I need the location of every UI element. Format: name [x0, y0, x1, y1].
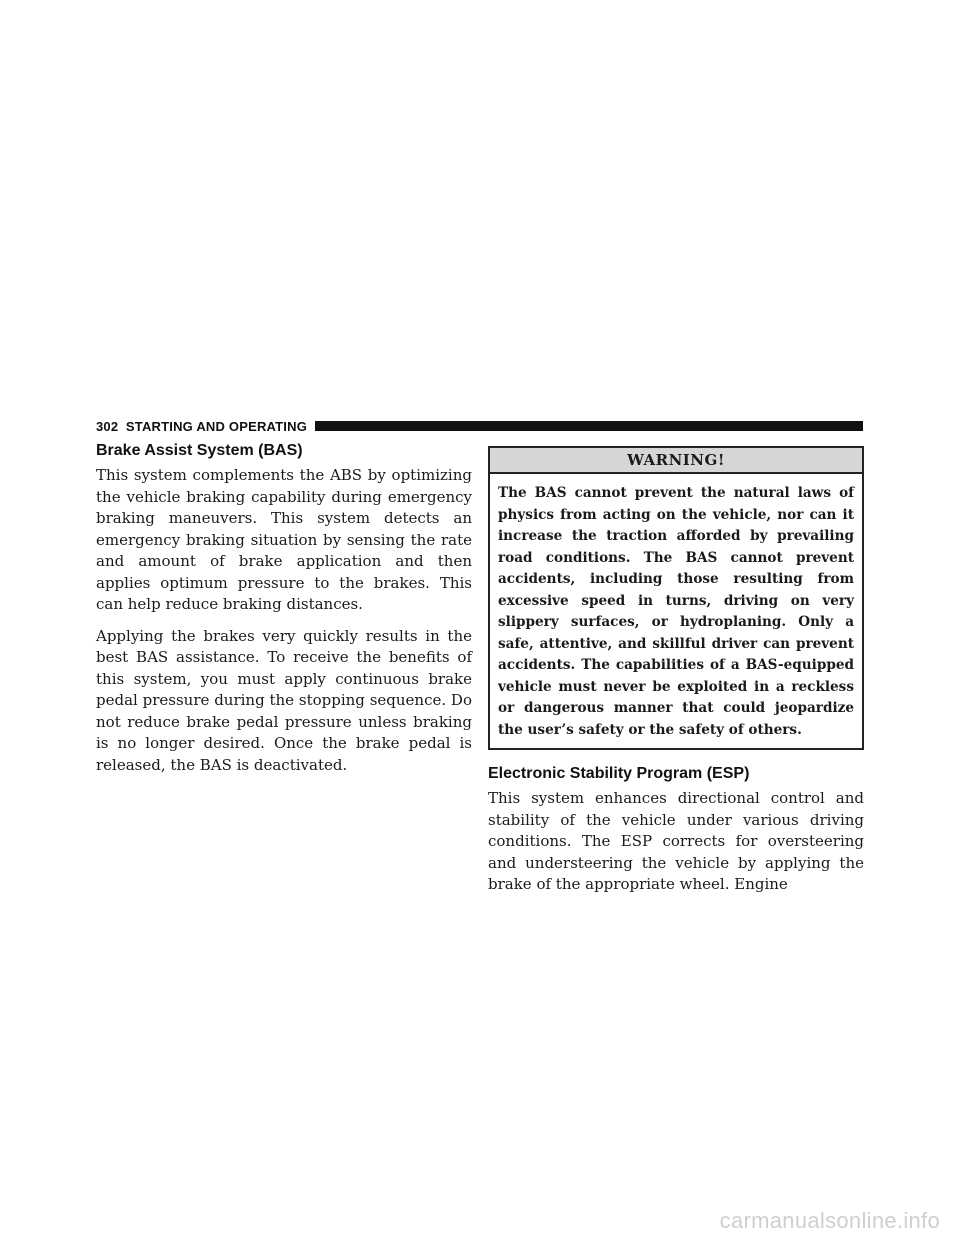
warning-box — [488, 446, 864, 750]
bas-heading: Brake Assist System (BAS) — [96, 442, 303, 459]
watermark-text: carmanualsonline.info — [719, 1208, 940, 1233]
bas-paragraph-1: This system complements the ABS by optimizing the vehicle braking capability during emergency braking maneuvers. This system detects an emergency braking situation by sensing the rate and amount of brake application and then applies optimum pressure to the brakes. This can help reduce braking distances. — [96, 466, 472, 613]
left-column — [96, 441, 472, 786]
bas-paragraph-2: Applying the brakes very quickly results in the best BAS assistance. To receive the benefits of this system, you must apply continuous brake pedal pressure during the stopping sequence. Do not reduce brake pedal pressure unless braking is no longer desired. Once the brake pedal is released, the BAS is deactivated. — [96, 626, 472, 774]
warning-title: WARNING! — [490, 448, 862, 474]
section-title: STARTING AND OPERATING — [125, 418, 308, 434]
page-number: 302 — [96, 418, 119, 434]
page-header — [96, 418, 863, 434]
page-header-label — [96, 419, 307, 434]
warning-body: The BAS cannot prevent the natural laws of physics from acting on the vehicle, nor can it increase the traction afforded by prevailing road conditions. The BAS cannot prevent accidents, including those resulting from excessive speed in turns, driving on very slippery surfaces, or hydroplaning. Only a safe, attentive, and skillful driver can prevent accidents. The capabilities of a BAS-equipped vehicle must never be exploited in a reckless or dangerous manner that could jeopardize the user’s safety or the safety of others. — [498, 485, 854, 738]
right-column — [488, 446, 864, 906]
esp-heading: Electronic Stability Program (ESP) — [488, 765, 750, 782]
header-rule — [315, 421, 863, 431]
esp-paragraph-1: This system enhances directional control and stability of the vehicle under various driving conditions. The ESP corrects for oversteering and understeering the vehicle by applying the brake of the appropriate wheel. Engine — [488, 789, 864, 893]
